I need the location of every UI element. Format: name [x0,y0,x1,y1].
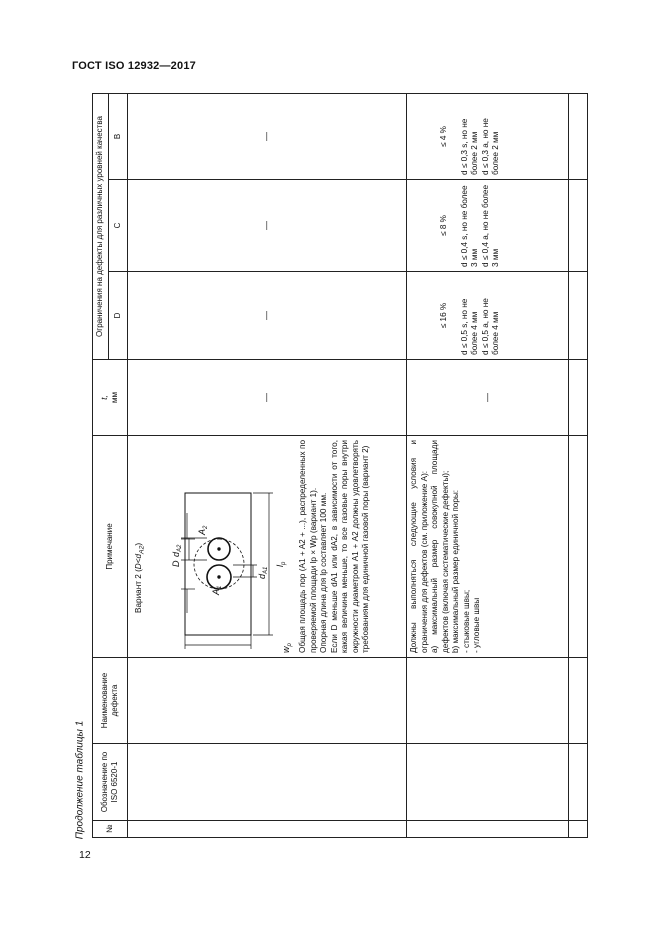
label-a1: $A_1$ [211,585,224,595]
variant-suffix: ) [134,542,143,546]
cell-no-1 [128,821,407,838]
label-da2: $d_{A2}$ [171,544,184,557]
limit-b-area: ≤ 4 % [439,126,448,147]
cell-name-1 [128,658,407,744]
table-container [92,94,568,838]
note-total-area: Общая площадь пор (A1 + A2 + ...), распределенных по проверяемой площади lp × Wp (вариант 1). [298,440,318,653]
label-da1: $d_{A1}$ [257,566,270,579]
cell-t-1: — [128,360,407,436]
limit-c-fillet: d ≤ 0,4 a, но не более 3 мм [480,184,500,267]
cell-iso-2 [407,744,569,821]
cell-empty-7 [569,180,588,272]
table-row-porosity-variant2 [128,93,407,837]
cell-empty-4 [569,436,588,658]
table-caption-wrap [73,720,87,840]
cell-c-1: — [128,180,407,272]
note-conditions-intro: Должны выполняться следующие условия и ограничения для дефектов (см. приложение А): [409,440,429,653]
cell-empty-8 [569,93,588,179]
label-wp: $w_p$ [281,643,294,653]
dimension-lines [181,493,273,649]
defects-table [92,93,588,838]
header-thickness [93,360,128,436]
cell-b-2 [407,93,569,179]
limit-d-fillet: d ≤ 0,5 a, но не более 4 мм [480,298,500,355]
table-row-empty [569,93,588,837]
header-level-b: B [109,93,128,179]
page-number: 12 [79,849,91,861]
note-reference-length: Опорная длина для lp составляет 100 мм. [319,492,329,653]
header-note: Примечание [93,436,128,658]
cell-iso-1 [128,744,407,821]
variant-cond: D<d [134,553,143,570]
note-item-b-butt: - стыковые швы; [461,589,471,653]
cell-note-1 [128,436,407,658]
cell-d-2 [407,272,569,360]
header-t-label: t, [99,395,109,400]
label-d: D [171,560,182,567]
limit-c-butt: d ≤ 0,4 s, но не более 3 мм [459,185,479,267]
header-level-d: D [109,272,128,360]
cell-empty-3 [569,658,588,744]
header-limits-group: Ограничения на дефекты для различных уровней качества [93,93,109,359]
cell-empty-6 [569,272,588,360]
rotated-table-wrapper [92,94,568,838]
document-header: ГОСТ ISO 12932—2017 [72,60,196,72]
header-iso-ref: Обозначение по ISO 6520-1 [93,744,128,821]
cell-b-1: — [128,93,407,179]
cell-d-1: — [128,272,407,360]
cell-name-2 [407,658,569,744]
variant-prefix: Вариант 2 ( [134,569,143,613]
cell-empty-1 [569,821,588,838]
cell-empty-2 [569,744,588,821]
limit-d-butt: d ≤ 0,5 s, но не более 4 мм [459,298,479,355]
label-a2: $A_2$ [197,525,210,535]
header-t-unit: мм [110,392,119,403]
note-condition: Если D меньше dA1 или dA2, в зависимости от того, какая величина меньше, то все газовые поры внутри окружности диаметром A1 + A2 должны удовлетворять требованиям для единичной газовой поры (вариант 2) [329,440,371,653]
note-item-b: b) максимальный размер единичной поры: [451,489,460,653]
cell-t-2: — [407,360,569,436]
variant-title [134,440,147,613]
cell-no-2 [407,821,569,838]
pore-a1-center [218,576,220,578]
cell-c-2 [407,180,569,272]
pore-circles [194,538,244,589]
table-header-row [93,93,109,837]
limit-c-area: ≤ 8 % [439,215,448,236]
limit-b-fillet: d ≤ 0,3 a, но не более 2 мм [480,118,500,175]
note-item-b-fillet: - угловые швы [472,597,481,653]
table-caption: Продолжение таблицы 1 [74,720,86,840]
cell-empty-5 [569,360,588,436]
cell-note-2 [407,436,569,658]
envelope-circle [194,539,244,589]
pore-a2-center [218,548,220,550]
note-item-a: а) максимальный размер совокупной площади дефектов (включая систематические дефекты); [430,440,450,653]
porosity-variant2-diagram [149,439,294,653]
header-defect-name: Наименование дефекта [93,658,128,744]
weld-outline [185,493,251,635]
limit-b-butt: d ≤ 0,3 s, но не более 2 мм [459,118,479,175]
table-row-porosity-conditions [407,93,569,837]
variant-sub: A2 [138,545,146,554]
header-level-c: C [109,180,128,272]
header-no: № [93,821,128,838]
label-lp: $l_p$ [275,561,288,567]
weld-rect [185,493,251,635]
limit-d-area: ≤ 16 % [439,302,448,329]
